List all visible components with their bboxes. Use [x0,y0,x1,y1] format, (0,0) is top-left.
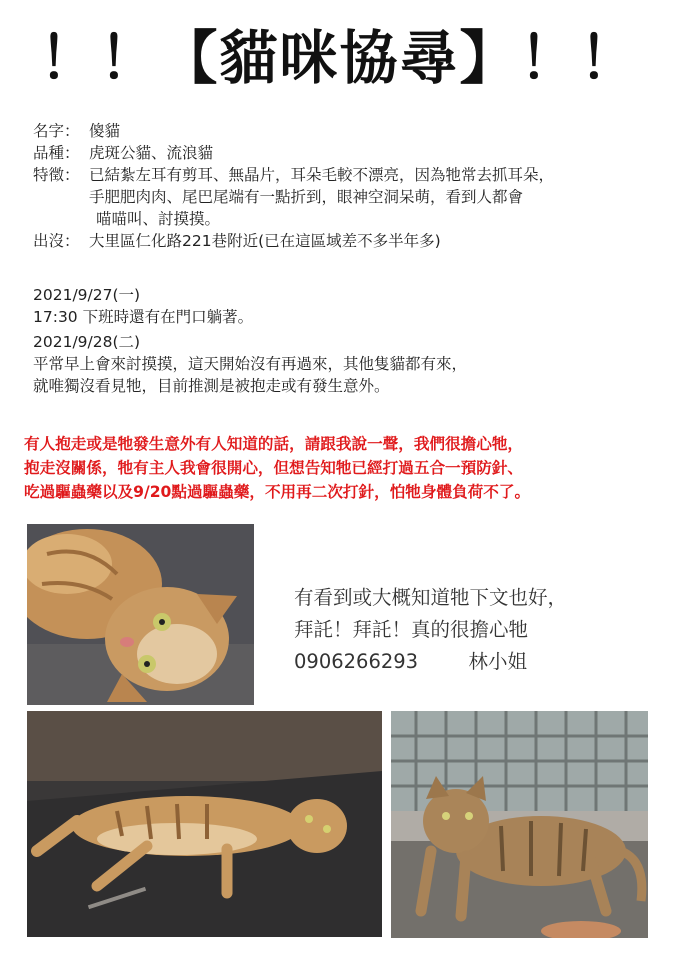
location-label: 出沒： [33,232,80,250]
feature-line: 喵喵叫、討摸摸。 [96,210,221,228]
contact-phone[interactable]: 0906266293 [294,650,419,673]
contact-line-2: 拜託！拜託！真的很擔心牠 [294,618,529,641]
cat-photo-3 [391,711,648,938]
log-line: 17:30 下班時還有在門口躺著。 [33,308,254,326]
log-entry-2 [33,331,467,397]
contact-person: 林小姐 [468,650,527,673]
contact-line-1: 有看到或大概知道牠下文也好， [294,586,568,609]
contact-phone-row [294,646,567,678]
feature-line: 手肥肥肉肉、尾巴尾端有一點折到，眼神空洞呆萌，看到人都會 [89,188,524,206]
breed-label: 品種： [33,144,80,162]
location-row [33,230,554,252]
breed-row [33,142,554,164]
alert-line: 有人抱走或是牠發生意外有人知道的話，請跟我說一聲，我們很擔心牠， [24,435,524,453]
breed-value: 虎斑公貓、流浪貓 [89,144,214,162]
cat-photo-1 [27,524,254,705]
feature-value [89,164,554,230]
log-line: 就唯獨沒看見牠，目前推測是被抱走或有發生意外。 [33,377,390,395]
alert-line: 吃過驅蟲藥以及9/20點過驅蟲藥，不用再二次打針，怕牠身體負荷不了。 [24,483,531,501]
name-label: 名字： [33,122,80,140]
cat-info [33,120,554,252]
cat-photo-2 [27,711,382,937]
log-entry-1 [33,284,253,328]
log-date: 2021/9/27(一) [33,286,141,304]
feature-row [33,164,554,230]
location-value: 大里區仁化路221巷附近(已在這區域差不多半年多) [89,232,441,250]
name-value: 傻貓 [89,122,121,140]
log-line: 平常早上會來討摸摸，這天開始沒有再過來，其他隻貓都有來， [33,355,468,373]
feature-label: 特徵： [33,166,80,184]
feature-line: 已結紮左耳有剪耳、無晶片，耳朵毛較不漂亮，因為牠常去抓耳朵， [89,166,555,184]
poster-title: ！！【貓咪協尋】！！ [39,24,640,92]
alert-message [24,432,664,504]
contact-block [294,582,567,678]
log-date: 2021/9/28(二) [33,333,141,351]
alert-line: 抱走沒關係，牠有主人我會很開心，但想告知牠已經打過五合一預防針、 [24,459,524,477]
name-row [33,120,554,142]
